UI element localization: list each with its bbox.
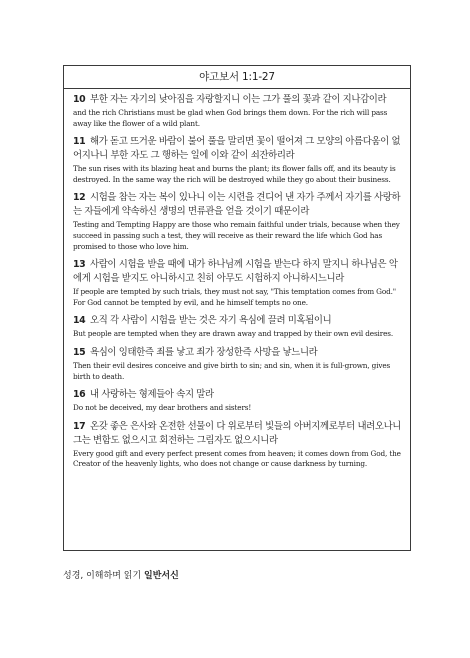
verse-english: The sun rises with its blazing heat and burns the plant; its flower falls off, and its beauty is destroyed. In the same way the rich will be destroyed while they go about their business. (73, 164, 396, 184)
footer-section-title: 일반서신 (144, 571, 179, 581)
verse-english: Do not be deceived, my dear brothers and sisters! (73, 403, 252, 413)
verse-number: 17 (73, 420, 86, 432)
verse-number: 13 (73, 259, 86, 271)
verse-15 (73, 346, 402, 382)
verse-16 (73, 388, 402, 414)
verse-13 (73, 258, 402, 308)
verse-number: 14 (73, 315, 86, 327)
verse-korean-text: 시험을 참는 자는 복이 있나니 이는 시련을 견디어 낸 자가 주께서 자기를 사랑하는 자들에게 약속하신 생명의 면류관을 얻을 것이기 때문이라 (73, 192, 401, 218)
verse-korean (73, 135, 402, 163)
verse-korean (73, 346, 402, 360)
verse-english: and the rich Christians must be glad when God brings them down. For the rich will pass away like the flower of a wild plant. (73, 108, 388, 128)
verse-korean-text: 해가 돋고 뜨거운 바람이 불어 풀을 말리면 꽃이 떨어져 그 모양의 아름다움이 없어지나니 부한 자도 그 행하는 일에 이와 같이 쇠잔하리라 (73, 136, 401, 162)
verse-korean-text: 오직 각 사람이 시험을 받는 것은 자기 욕심에 끌려 미혹됨이니 (90, 315, 332, 327)
verse-10 (73, 93, 402, 129)
scripture-box (63, 65, 411, 551)
verse-number: 11 (73, 136, 86, 148)
verse-korean-text: 온갖 좋은 은사와 온전한 선물이 다 위로부터 빛들의 아버지께로부터 내려오나니 그는 변함도 없으시고 회전하는 그림자도 없으시니라 (73, 420, 401, 446)
verse-list (64, 89, 410, 470)
verse-english: Every good gift and every perfect present comes from heaven; it comes down from God, the Creator of the heavenly lights, who does not change or cause darkness by turning. (73, 448, 401, 469)
verse-korean (73, 388, 402, 402)
page-footer (63, 568, 179, 581)
verse-korean (73, 420, 402, 448)
footer-book-title: 성경, 이해하며 읽기 (63, 571, 142, 581)
verse-17 (73, 420, 402, 470)
verse-12 (73, 191, 402, 252)
verse-number: 15 (73, 346, 86, 358)
verse-korean-text: 부한 자는 자기의 낮아짐을 자랑할지니 이는 그가 풀의 꽃과 같이 지나감이라 (90, 94, 387, 105)
passage-title: 야고보서 1:1-27 (64, 66, 410, 89)
verse-korean (73, 314, 402, 328)
verse-number: 12 (73, 192, 86, 204)
verse-korean (73, 191, 402, 219)
verse-korean (73, 258, 402, 286)
verse-korean-text: 욕심이 잉태한즉 죄를 낳고 죄가 장성한즉 사망을 낳느니라 (90, 346, 318, 358)
verse-korean (73, 93, 402, 107)
verse-number: 10 (73, 94, 86, 105)
verse-english: Then their evil desires conceive and give birth to sin; and sin, when it is full-grown, gives birth to death. (73, 360, 391, 381)
verse-korean-text: 사람이 시험을 받을 때에 내가 하나님께 시험을 받는다 하지 말지니 하나님은 악에게 시험을 받지도 아니하시고 친히 아무도 시험하지 아니하시느니라 (73, 259, 398, 285)
verse-11 (73, 135, 402, 185)
verse-english: But people are tempted when they are drawn away and trapped by their own evil desires. (73, 329, 393, 339)
verse-english: If people are tempted by such trials, they must not say, "This temptation comes from God." For God cannot be tempted by evil, and he himself tempts no one. (73, 287, 397, 307)
verse-number: 16 (73, 389, 86, 401)
verse-14 (73, 314, 402, 340)
verse-korean-text: 내 사랑하는 형제들아 속지 말라 (90, 389, 214, 401)
verse-english: Testing and Tempting Happy are those who remain faithful under trials, because when they succeed in passing such a test, they will receive as their reward the life which God has promised to those who love him. (73, 220, 400, 251)
